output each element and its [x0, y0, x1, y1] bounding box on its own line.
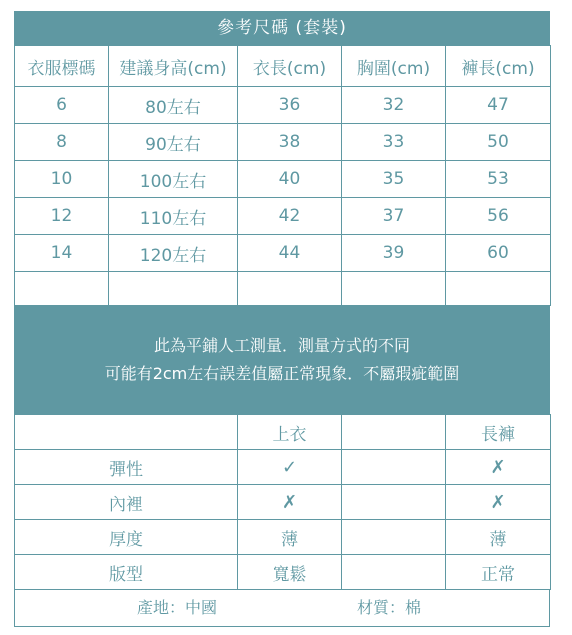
origin-text: 產地：中國 [137, 598, 218, 617]
spec-row [15, 555, 551, 590]
size-table-header [15, 46, 551, 87]
size-chart [14, 11, 550, 627]
table-row [15, 235, 551, 272]
check-icon: ✓ [238, 450, 342, 485]
cross-icon: ✗ [238, 485, 342, 520]
spec-header-top: 上衣 [238, 415, 342, 450]
empty-row [15, 272, 551, 306]
origin-material-row [14, 590, 550, 627]
note-line-1: 此為平鋪人工測量．測量方式的不同 [153, 336, 410, 355]
spec-row [15, 485, 551, 520]
header-top-length: 衣長(cm) [238, 46, 342, 87]
spec-value-pants: 薄 [446, 520, 551, 555]
cell-height: 120左右 [109, 235, 238, 272]
cell-chest: 35 [342, 161, 446, 198]
measurement-note [14, 306, 550, 414]
spec-header-pants: 長褲 [446, 415, 551, 450]
cell-height: 80左右 [109, 87, 238, 124]
spec-value-top: 寬鬆 [238, 555, 342, 590]
spec-header [15, 415, 551, 450]
spec-value-pants: 正常 [446, 555, 551, 590]
cell-top-length: 44 [238, 235, 342, 272]
cell-pants-length: 53 [446, 161, 551, 198]
spec-label: 內裡 [15, 485, 238, 520]
cell-chest: 39 [342, 235, 446, 272]
cell-top-length: 36 [238, 87, 342, 124]
cell-chest: 32 [342, 87, 446, 124]
header-garment-size: 衣服標碼 [15, 46, 109, 87]
cell-pants-length: 50 [446, 124, 551, 161]
cell-pants-length: 47 [446, 87, 551, 124]
spec-value-top: 薄 [238, 520, 342, 555]
cell-height: 100左右 [109, 161, 238, 198]
spec-label: 厚度 [15, 520, 238, 555]
cell-top-length: 38 [238, 124, 342, 161]
cross-icon: ✗ [446, 485, 551, 520]
table-row [15, 124, 551, 161]
cell-top-length: 42 [238, 198, 342, 235]
spec-row [15, 450, 551, 485]
cell-height: 110左右 [109, 198, 238, 235]
header-height: 建議身高(cm) [109, 46, 238, 87]
cell-size: 10 [15, 161, 109, 198]
cell-chest: 33 [342, 124, 446, 161]
table-row [15, 161, 551, 198]
size-table [14, 45, 551, 306]
cell-size: 12 [15, 198, 109, 235]
spec-label: 彈性 [15, 450, 238, 485]
cross-icon: ✗ [446, 450, 551, 485]
cell-pants-length: 60 [446, 235, 551, 272]
cell-top-length: 40 [238, 161, 342, 198]
table-row [15, 87, 551, 124]
chart-title: 參考尺碼 (套裝) [14, 11, 550, 45]
table-row [15, 198, 551, 235]
cell-chest: 37 [342, 198, 446, 235]
cell-size: 14 [15, 235, 109, 272]
spec-table [14, 414, 551, 590]
spec-row [15, 520, 551, 555]
header-pants-length: 褲長(cm) [446, 46, 551, 87]
note-line-2: 可能有2cm左右誤差值屬正常現象．不屬瑕疵範圍 [104, 364, 460, 383]
cell-height: 90左右 [109, 124, 238, 161]
spec-label: 版型 [15, 555, 238, 590]
cell-size: 8 [15, 124, 109, 161]
header-chest: 胸圍(cm) [342, 46, 446, 87]
material-text: 材質：棉 [357, 598, 422, 617]
cell-pants-length: 56 [446, 198, 551, 235]
cell-size: 6 [15, 87, 109, 124]
